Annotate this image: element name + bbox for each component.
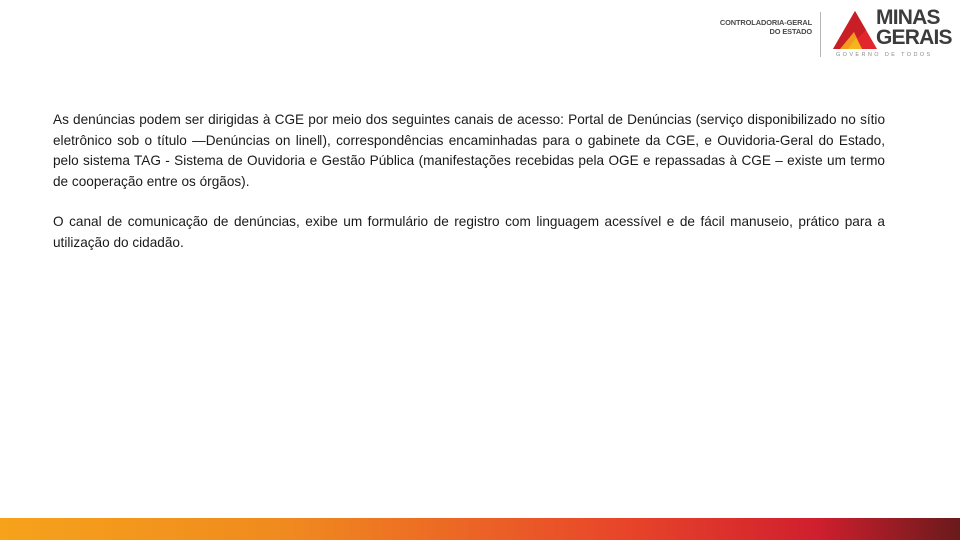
bottom-gradient-bar — [0, 518, 960, 540]
mg-tagline: GOVERNO DE TODOS — [836, 52, 933, 58]
minas-gerais-logo-text — [876, 8, 952, 48]
paragraph-form: O canal de comunicação de denúncias, exibe um formulário de registro com linguagem acessível e de fácil manuseio, prático para a utilização do cidadão. — [53, 214, 885, 250]
minas-gerais-triangle-icon — [832, 10, 878, 50]
cge-logo-text — [712, 18, 812, 36]
mg-logo-line1: MINAS — [876, 6, 940, 29]
cge-logo-line2: DO ESTADO — [769, 27, 812, 36]
slide-content — [53, 110, 885, 253]
mg-logo-line2: GERAIS — [876, 26, 952, 49]
cge-logo-line1: CONTROLADORIA-GERAL — [719, 18, 812, 27]
logo-divider — [820, 12, 821, 57]
paragraph-channels: As denúncias podem ser dirigidas à CGE por meio dos seguintes canais de acesso: Portal de Denúncias (serviço disponibilizado no sítio eletrônico sob o título ―Denúncias on line‖), correspondências encaminhadas para o gabinete da CGE, e Ouvidoria-Geral do Estado, pelo sistema TAG - Sistema de Ouvidoria e Gestão Pública (manifestações recebidas pela OGE e repassadas à CGE – existe um termo de cooperação entre os órgãos). — [53, 112, 885, 189]
